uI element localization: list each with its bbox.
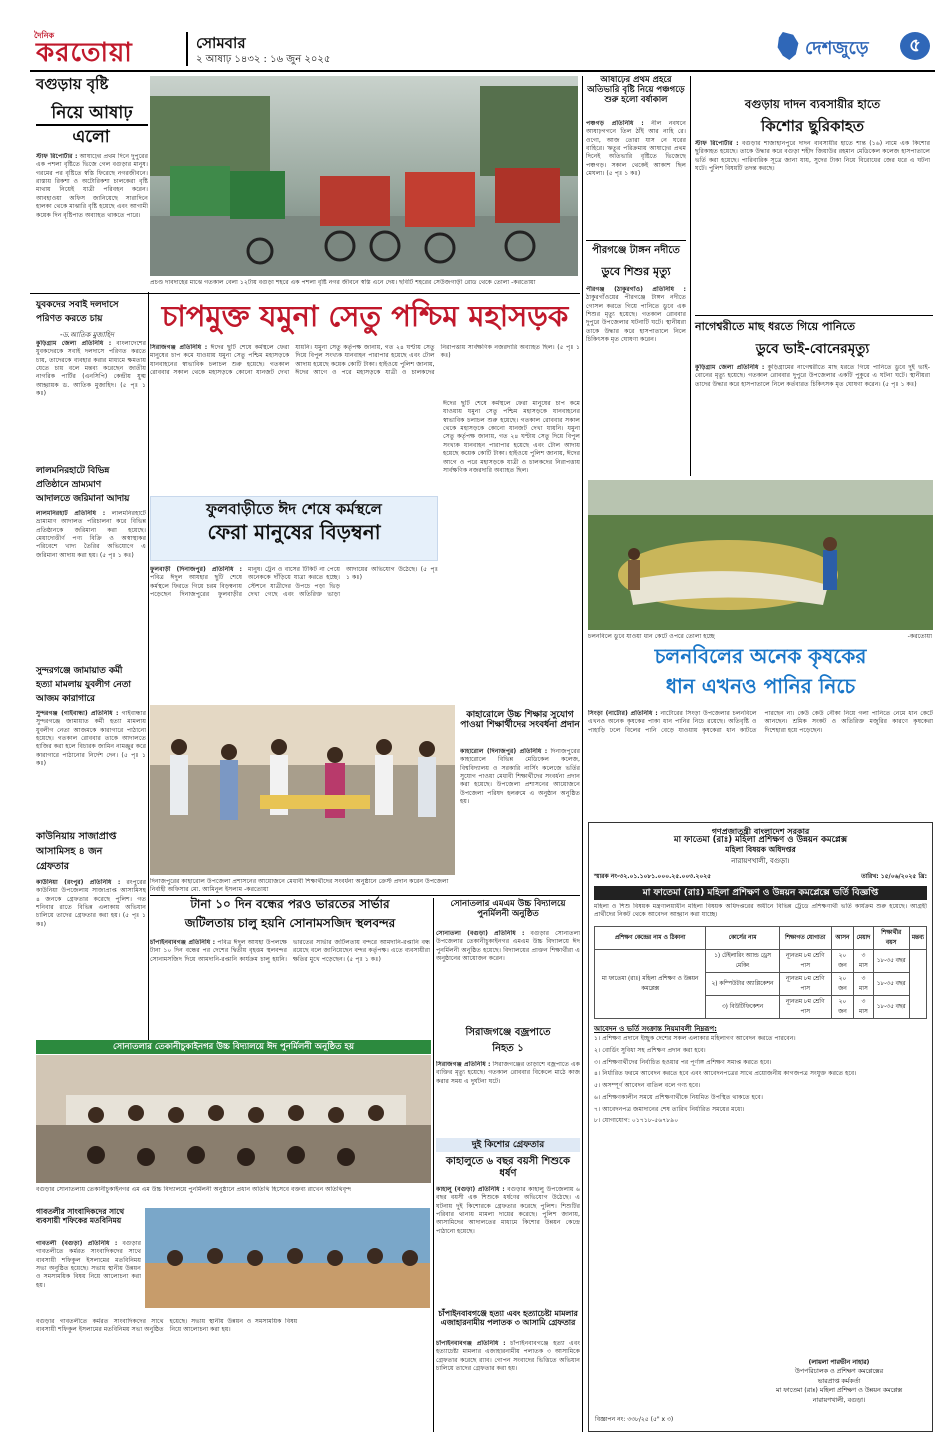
kaunia-headline-2: আসামিসহ ৪ জন xyxy=(36,846,103,857)
notice-td: ১) টেইলারিং অ্যান্ড ড্রেস মেকিং xyxy=(706,949,780,972)
nageshwari-text: কুড়িগ্রামের নাগেশ্বরীতে মাছ ধরতে গিয়ে পানিতে ডুবে দুই ভাই-বোনের মৃত্যু হয়েছে। গতকাল রোববার দুপুরে উপজেলার একটি পুকুরে এ ঘটনা ঘটে। স্থানীয়রা তাদের উদ্ধার করে হাসপাতালে নিলে কর্তব্যরত চিকিৎসক মৃত ঘোষণা করেন। xyxy=(695,364,930,388)
masthead-rule xyxy=(30,70,935,72)
kishor-body xyxy=(695,140,930,310)
phulbari-byline: ফুলবাড়ী (দিনাজপুর) প্রতিনিধি : xyxy=(150,566,242,573)
notice-table-header xyxy=(595,926,927,949)
sundarganj-headline-1: সুন্দরগঞ্জে জামায়াত কর্মী xyxy=(36,666,123,676)
rain-byline: স্টাফ রিপোর্টার : xyxy=(36,153,78,160)
kaunia-headline-3: গ্রেফতার xyxy=(36,861,70,872)
kaharol-headline: কাহারোলে উচ্চ শিক্ষার সুযোগ পাওয়া শিক্ষার্থীদের সংবর্ধনা প্রদান xyxy=(460,710,580,731)
notice-rules xyxy=(594,1033,927,1333)
logo-prefix: দৈনিক xyxy=(34,31,55,40)
notice-td: ন্যূনতম ৮ম শ্রেণি পাস xyxy=(779,949,831,972)
youth-headline-1: যুবকদের সবাই দলদাসে xyxy=(36,300,119,310)
issue-date: ২ আষাঢ় ১৪৩২ : ১৬ জুন ২০২৫ xyxy=(196,54,331,65)
notice-table xyxy=(594,926,927,1019)
bangladesh-map-icon xyxy=(775,32,801,60)
notice-td: ন্যূনতম ৮ম শ্রেণি পাস xyxy=(779,995,831,1018)
notice-signature xyxy=(754,1358,924,1405)
notice-memo: স্মারক নং-৩২.০১.১০৮১.০০০.২৫.০০৩.২০২৫ xyxy=(594,872,712,880)
youth-sub: -ড.আতিক মুজাহিদ xyxy=(60,331,114,339)
rain-photo xyxy=(150,76,578,276)
column-rule-left xyxy=(148,292,149,1040)
thunder-headline-2: নিহত ১ xyxy=(492,1043,524,1054)
gabtali-byline: গাবতলী (বগুড়া) প্রতিনিধি : xyxy=(36,1240,118,1247)
kahalu-kicker-box xyxy=(436,1138,580,1152)
kahalu-kicker: দুই কিশোর গ্রেফতার xyxy=(471,1140,545,1150)
notice-memo-date: তারিখ: ১৫/০৬/২০২৫ খ্রি: xyxy=(861,872,927,880)
jamuna-byline: সিরাজগঞ্জ প্রতিনিধি : xyxy=(150,344,208,351)
youth-byline: কুড়িগ্রাম জেলা প্রতিনিধি : xyxy=(36,340,112,347)
nageshwari-headline-2: ডুবে ভাই-বোনেরমৃত্যু xyxy=(755,341,870,357)
notice-td xyxy=(909,949,926,1018)
sonatala-photo xyxy=(36,1055,431,1183)
notice-td: ২০ জন xyxy=(831,995,854,1018)
rain-body xyxy=(36,153,148,278)
jamuna-text: ঈদের ছুটি শেষে কর্মস্থলে ফেরা মানুষের চাপ কমে যাওয়ায় যমুনা সেতু পশ্চিম মহাসড়কে যানবাহনের স্বাভাবিক চলাচল শুরু হয়েছে। গতকাল রোববার সকাল থেকে মহাসড়কে কোনো যানজট দেখা যায়নি। যমুনা সেতু কর্তৃপক্ষ জানায়, গত ২৪ ঘণ্টায় সেতু দিয়ে বিপুল সংখ্যক যানবাহন পারাপার হয়েছে এবং টোল আদায় হয়েছে কয়েক কোটি টাকা। হাইওয়ে পুলিশ জানায়, ঈদের আগে ও পরে মহাসড়কে যাত্রী ও চালকদের নিরাপত্তায় সার্বক্ষণিক নজরদারি অব্যাহত ছিল। xyxy=(150,344,555,377)
notice-th: মন্তব্য xyxy=(909,926,926,949)
sonatala-body xyxy=(436,930,580,1022)
notice-th: প্রশিক্ষণ কেন্দ্রের নাম ও ঠিকানা xyxy=(595,926,706,949)
notice-th: মেয়াদ xyxy=(854,926,873,949)
ashar-byline: পঞ্চগড় প্রতিনিধি : xyxy=(586,120,644,127)
sonatala-byline: সোনাতলা (বগুড়া) প্রতিনিধি : xyxy=(436,930,525,937)
notice-th: কোর্সের নাম xyxy=(706,926,780,949)
pirganj-headline-1: পীরগঞ্জে টাঙ্গন নদীতে xyxy=(592,245,680,256)
lalmonirhat-byline: লালমনিরহাট প্রতিনিধি : xyxy=(36,510,106,517)
notice-rule: ৫। অসম্পূর্ণ আবেদন বাতিল বলে গণ্য হবে। xyxy=(594,1082,701,1090)
notice-line-1: গণপ্রজাতন্ত্রী বাংলাদেশ সরকার xyxy=(711,827,810,836)
sundarganj-jump: (৫ পৃঃ ১ কঃ) xyxy=(36,751,146,768)
sundarganj-body xyxy=(36,710,146,825)
youth-headline-2: পরিণত করতে চায় xyxy=(36,314,103,324)
ashar-body xyxy=(586,120,686,238)
kishor-text: বগুড়ার শাজাহানপুরে দাদন ব্যবসায়ীর হাতে শান্ত (১৬) নামে এক কিশোর ছুরিকাহত হয়েছে। তাকে উদ্ধার করে বগুড়া শহীদ জিয়াউর রহমান মেডিকেল কলেজ হাসপাতালে ভর্তি করা হয়েছে। পারিবারিক সূত্রে জানা যায়, সুদের টাকা নিয়ে বিরোধের জের ধরে এ ঘটনা ঘটে। পুলিশ বিষয়টি তদন্ত করছে। xyxy=(695,140,930,173)
chalan-text: নাটোরের সিংড়া উপজেলার চলনবিলে এখনও অনেক কৃষকের পাকা ধান পানির নিচে রয়েছে। অতিবৃষ্টি ও পাহাড়ি ঢলে বিলের পানি বেড়ে যাওয়ায় কৃষকেরা ধান কাটতে পারছেন না। কেউ কেউ নৌকা নিয়ে গলা পানিতে নেমে ধান কেটে আনছেন। শ্রমিক সংকট ও অতিরিক্ত মজুরির কারণে কৃষকেরা দিশেহারা হয়ে পড়েছেন। xyxy=(588,710,933,734)
gabtali-photo xyxy=(145,1208,430,1308)
lalmonirhat-headline-1: লালমনিরহাটে বিভিন্ন xyxy=(36,466,110,476)
lalmonirhat-headline-3: আদালতে জরিমানা আদায় xyxy=(36,494,130,504)
rain-caption: প্রচণ্ড দাবদাহের মাঝে গতকাল বেলা ১২টায় বগুড়া শহরে এক পশলা বৃষ্টি নগর জীবনে স্বস্তি এনে দেয়। ছবিটি শহরের সেউজগাড়ী রোড থেকে তোলা -করতোয়া xyxy=(150,279,536,286)
sonatala-headline: সোনাতলার এমএম উচ্চ বিদ্যালয়ে পুনর্মিলনী অনুষ্ঠিত xyxy=(450,899,566,919)
newspaper-logo xyxy=(34,30,184,68)
notice-td: ২) কম্পিউটার অ্যাপ্লিকেশন xyxy=(706,972,780,995)
notice-th: শিক্ষাগত যোগ্যতা xyxy=(779,926,831,949)
sonatala-banner: সোনাতলার তেকানীচুকাইনগর উচ্চ বিদ্যালয়ে ঈদ পুনর্মিলনী অনুষ্ঠিত হয় xyxy=(36,1040,431,1054)
notice-line-4: নারায়ণখালী, বগুড়া। xyxy=(731,856,790,865)
notice-rule: ৩। প্রশিক্ষণার্থীদের নির্বাচিত হওয়ার পর পূর্ণাঙ্গ প্রশিক্ষণ সমাপ্ত করতে হবে। xyxy=(594,1058,772,1066)
lalmonirhat-body xyxy=(36,510,146,660)
rain-text: আষাঢ়ের প্রথম দিনে দুপুরের এক পশলা বৃষ্টিতে ভিজে গেল বগুড়ার মানুষ। গরমের পর বৃষ্টিতে স্বস্তি ফিরেছে নগরজীবনে। রাস্তায় রিকশা ও অটোরিকশা চালকেরা বৃষ্টি মাথায় নিয়েই যাত্রী পরিবহন করেন। আবহাওয়া অফিস জানিয়েছে সারাদিনে হালকা থেকে মাঝারি বৃষ্টি হয়েছে এবং আগামী কয়েক দিন বৃষ্টিপাত অব্যাহত থাকতে পারে। xyxy=(36,153,148,219)
phulbari-jump: (৫ পৃঃ ১ কঃ) xyxy=(346,566,438,582)
youth-jump: (৫ পৃঃ ১ কঃ) xyxy=(36,381,146,398)
sonatala-caption: বগুড়ার সোনাতলায় তেকানীচুকাইনগর এম এম উচ্চ বিদ্যালয়ে পুনর্মিলনী অনুষ্ঠানে প্রধান অতিথি হিসেবে বক্তব্য রাখেন অতিথিবৃন্দ xyxy=(36,1186,352,1193)
rule-tana xyxy=(150,895,580,896)
jamuna-jump: (৫ পৃঃ ১ কঃ) xyxy=(440,344,580,360)
pirganj-text: ঠাকুরগাঁওয়ের পীরগঞ্জে টাঙ্গন নদীতে গোসল করতে গিয়ে পানিতে ডুবে এক শিশুর মৃত্যু হয়েছে। গতকাল রোববার দুপুরে উপজেলার ঘটনাটি ঘটে। স্থানীয়রা তাকে উদ্ধার করে হাসপাতালে নিলে চিকিৎসক মৃত ঘোষণা করেন। xyxy=(586,294,686,344)
kaharol-body xyxy=(460,748,580,894)
chalan-headline-2: ধান এখনও পানির নিচে xyxy=(665,674,856,698)
kishor-byline: স্টাফ রিপোর্টার : xyxy=(695,140,739,147)
notice-signature-name: (লায়লা পারভীন নাহার) xyxy=(808,1358,870,1366)
notice-td: ৩ মাস xyxy=(854,949,873,972)
govt-notice xyxy=(588,822,933,1432)
chapai-byline: চাঁপাইনবাবগঞ্জ প্রতিনিধি : xyxy=(436,1340,506,1347)
thunder-byline: সিরাজগঞ্জ প্রতিনিধি : xyxy=(436,1061,491,1068)
kahalu-byline: কাহালু (বগুড়া) প্রতিনিধি : xyxy=(436,1186,505,1193)
nageshwari-headline-1: নাগেশ্বরীতে মাছ ধরতে গিয়ে পানিতে xyxy=(695,320,856,333)
notice-rule: ৪। নির্ধারিত ফরমে আবেদন করতে হবে এবং আবেদনপত্রের সাথে প্রয়োজনীয় কাগজপত্র সংযুক্ত করতে হবে। xyxy=(594,1070,857,1078)
gabtali-text-continued: বগুড়ার গাবতলীতে কর্মরত সাংবাদিকদের সাথে ব্যবসায়ী শফিকুল ইসলামের মতবিনিময় সভা অনুষ্ঠিত হয়েছে। সভায় স্থানীয় উন্নয়ন ও সমসাময়িক বিষয় নিয়ে আলোচনা করা হয়। xyxy=(36,1318,298,1334)
kaharol-byline: কাহারোল (দিনাজপুর) প্রতিনিধি : xyxy=(460,748,548,755)
notice-rule: ২। বোর্ডিং সুবিধা সহ প্রশিক্ষণ প্রদান করা হবে। xyxy=(594,1046,706,1054)
youth-body xyxy=(36,340,146,460)
phulbari-headline-2: ফেরা মানুষের বিড়ম্বনা xyxy=(207,520,381,545)
rule-ashar xyxy=(586,240,686,241)
kaunia-jump: (৫ পৃঃ ১ কঃ) xyxy=(36,912,146,928)
notice-td: ১৮-৩৫ বছর xyxy=(873,972,909,995)
notice-line-3: মহিলা বিষয়ক অধিদপ্তর xyxy=(725,844,796,854)
ashar-jump: (৫ পৃঃ ১ কঃ) xyxy=(606,170,641,178)
notice-rule: ৭। আবেদনপত্র জমাদানের শেষ তারিখ নির্ধারিত সময়ের মধ্যে। xyxy=(594,1105,745,1113)
tana-text: পবিত্র ঈদুল আযহা উপলক্ষে টানা ১০ দিন বন্ধের পর দেশের দ্বিতীয় বৃহত্তম স্থলবন্দর সোনামসজিদ দিয়ে আমদানি-রপ্তানি কার্যক্রম চালু হয়নি। ভারতের সার্ভার জটিলতায় বন্দরে আমদানি-রপ্তানি বন্ধ রয়েছে বলে জানিয়েছেন বন্দর কর্তৃপক্ষ। এতে ব্যবসায়ীরা ক্ষতির মুখে পড়েছেন। xyxy=(150,939,430,963)
notice-line-2: মা ফাতেমা (রাঃ) মহিলা প্রশিক্ষণ ও উন্নয়ন কমপ্লেক্স xyxy=(673,835,848,846)
sonatala-text: বগুড়ার সোনাতলা উপজেলার তেকানীচুকাইনগর এমএম উচ্চ বিদ্যালয়ে ঈদ পুনর্মিলনী অনুষ্ঠিত হয়েছে। বিদ্যালয়ের প্রাক্তন শিক্ষার্থীরা এ অনুষ্ঠানের আয়োজন করেন। xyxy=(436,930,580,963)
gabtali-text: বগুড়ার গাবতলীতে কর্মরত সাংবাদিকদের সাথে ব্যবসায়ী শফিকুল ইসলামের মতবিনিময় সভা অনুষ্ঠিত হয়েছে। সভায় স্থানীয় উন্নয়ন ও সমসাময়িক বিষয় নিয়ে আলোচনা করা হয়। xyxy=(36,1240,141,1289)
pirganj-byline: পীরগঞ্জ (ঠাকুরগাঁও) প্রতিনিধি : xyxy=(586,286,686,293)
ashar-headline: আষাঢ়ের প্রথম প্রহরে অতিভারি বৃষ্টি নিয়ে পঞ্চগড়ে শুরু হলো বর্ষাকাল xyxy=(587,75,685,105)
phulbari-headline-box xyxy=(150,496,438,561)
gabtali-headline: গাবতলীর সাংবাদিকদের সাথে ব্যবসায়ী শফিকের মতবিনিময় xyxy=(36,1207,125,1225)
tana-jump: (৫ পৃঃ ১ কঃ) xyxy=(346,955,381,963)
chalan-headline-1: চলনবিলের অনেক কৃষকের xyxy=(654,644,867,668)
notice-td: ২০ জন xyxy=(831,949,854,972)
tana-headline-2: জটিলতায় চালু হয়নি সোনামসজিদ স্থলবন্দর xyxy=(184,916,396,930)
notice-rule: ৬। প্রশিক্ষণকালীন সময়ে প্রশিক্ষণার্থীকে নিয়মিত উপস্থিত থাকতে হবে। xyxy=(594,1093,763,1101)
chapai-headline: চাঁপাইনবাবগঞ্জে হত্যা এবং হত্যাচেষ্টা মামলার এজাহারনামীয় পলাতক ৩ আসামি গ্রেফতার xyxy=(438,1309,578,1327)
tana-headline-1: টানা ১০ দিন বন্ধের পরও ভারতের সার্ভার xyxy=(190,897,390,911)
notice-th: শিক্ষার্থীর বয়স xyxy=(873,926,909,949)
lalmonirhat-headline-2: প্রতিষ্ঠানে ভ্রাম্যমাণ xyxy=(36,480,102,490)
notice-signature-role-2: ভারপ্রাপ্ত কর্মকর্তা xyxy=(817,1377,861,1385)
page-number: ৫ xyxy=(900,32,930,60)
jamuna-body-col xyxy=(443,400,580,685)
tana-body xyxy=(150,939,430,1037)
notice-rules-title: আবেদন ও ভর্তি সংক্রান্ত নিয়মাবলী নিম্নরূপ: xyxy=(594,1024,717,1033)
kaharol-credit: -করতোয়া xyxy=(244,886,269,894)
kahalu-headline: কাহালুতে ৬ বছর বয়সী শিশুকে ধর্ষণ xyxy=(446,1156,570,1179)
chalan-credit: -করতোয়া xyxy=(907,633,932,640)
table-row xyxy=(595,949,927,972)
jamuna-headline: চাপমুক্ত যমুনা সেতু পশ্চিম মহাসড়ক xyxy=(161,299,569,333)
notice-title: মা ফাতেমা (রাঃ) মহিলা প্রশিক্ষণ ও উন্নয়ন কমপ্লেক্সে ভর্তি বিজ্ঞপ্তি xyxy=(594,886,927,900)
notice-rule: ৮। যোগাযোগ: ০১৭১৮-৫৬৭৮৯০ xyxy=(594,1117,679,1125)
kishor-headline-1: বগুড়ায় দাদন ব্যবসায়ীর হাতে xyxy=(744,97,881,111)
chapai-body xyxy=(436,1340,580,1432)
gabtali-body-continued xyxy=(36,1318,431,1432)
youth-text: বাংলাদেশের যুবকদেরকে সবাই দলদাসে পরিণত করতে চায়, তাদেরকে ব্যবহার করার মাধ্যমে ক্ষমতায় যেতে চায় বলে মন্তব্য করেছেন জাতীয় নাগরিক পার্টির (এনসিপি) কেন্দ্রীয় যুগ্ম আহ্বায়ক ড. আতিক মুজাহিদ। xyxy=(36,340,146,389)
sundarganj-text: গাইবান্ধার সুন্দরগঞ্জে জামায়াত কর্মী হত্যা মামলায় যুবলীগ নেতা আজমকে কারাগারে পাঠানো হয়েছে। গতকাল রোববার তাকে আদালতে হাজির করা হলে বিচারক জামিন নামঞ্জুর করে কারাগারে পাঠানোর নির্দেশ দেন। xyxy=(36,710,146,759)
kaunia-body xyxy=(36,879,146,957)
kahalu-text: বগুড়ার কাহালু উপজেলায় ৬ বছর বয়সী এক শিশুকে ধর্ষণের অভিযোগ উঠেছে। এ ঘটনায় দুই কিশোরকে গ্রেফতার করেছে পুলিশ। শিশুটির পরিবার থানায় মামলা দায়ের করেছে। পুলিশ জানায়, আসামিদের আদালতের মাধ্যমে কিশোর উন্নয়ন কেন্দ্রে পাঠানো হয়েছে। xyxy=(436,1186,580,1235)
rule-row2 xyxy=(30,293,580,294)
notice-intro: মহিলা ও শিশু বিষয়ক মন্ত্রণালয়াধীন মহিলা বিষয়ক অধিদপ্তরের অধীনে বিভিন্ন ট্রেডে প্রশিক্ষণার্থী ভর্তি কার্যক্রম শুরু হয়েছে। আগ্রহী প্রার্থীদের নিকট থেকে আবেদন আহ্বান করা যাচ্ছে। xyxy=(594,902,927,919)
notice-td: ন্যূনতম ৮ম শ্রেণি পাস xyxy=(779,972,831,995)
rain-headline-2: নিয়ে আষাঢ় xyxy=(36,104,148,126)
chalan-photo xyxy=(588,480,933,630)
tana-byline: চাঁপাইনবাবগঞ্জ প্রতিনিধি : xyxy=(150,939,216,946)
notice-place: নারায়ণখালী, বগুড়া। xyxy=(812,1396,866,1404)
notice-td: ৩ মাস xyxy=(854,995,873,1018)
sundarganj-headline-2: হত্যা মামলায় যুবলীগ নেতা xyxy=(36,680,131,690)
chapai-text: চাঁপাইনবাবগঞ্জে হত্যা এবং হত্যাচেষ্টা মামলার এজাহারনামীয় পলাতক ৩ আসামিকে গ্রেফতার করেছে র‍্যাব। গোপন সংবাদের ভিত্তিতে অভিযান চালিয়ে তাদের গ্রেফতার করা হয়। xyxy=(436,1340,580,1373)
kaharol-caption-text: দিনাজপুরের কাহারোল উপজেলা প্রশাসনের আয়োজনে মেধাবী শিক্ষার্থীদের সংবর্ধনা অনুষ্ঠানে ক্রেস্ট প্রদান করেন উপজেলা নির্বাহী অফিসার মো. আমিনুল ইসলাম xyxy=(150,878,449,894)
notice-rule: ১। প্রশিক্ষণ প্রদানে ইচ্ছুক দেশের সকল এলাকার মহিলাগণ আবেদন করতে পারবেন। xyxy=(594,1034,796,1042)
thunder-headline-1: সিরাজগঞ্জে বজ্রপাতে xyxy=(465,1027,551,1038)
notice-th: আসন xyxy=(831,926,854,949)
phulbari-text: পবিত্র ঈদুল আযহার ছুটি শেষে কর্মস্থলে ফিরতে গিয়ে চরম বিড়ম্বনায় পড়েছেন দিনাজপুরের ফুলবাড়ীর মানুষ। ট্রেন ও বাসের টিকিট না পেয়ে অনেককে দাঁড়িয়ে যাত্রা করতে হচ্ছে। স্টেশনে যাত্রীদের উপচে পড়া ভিড় দেখা গেছে এবং অতিরিক্ত ভাড়া আদায়ের অভিযোগ উঠেছে। xyxy=(150,566,418,599)
jamuna-text-continued: ঈদের ছুটি শেষে কর্মস্থলে ফেরা মানুষের চাপ কমে যাওয়ায় যমুনা সেতু পশ্চিম মহাসড়কে যানবাহনের স্বাভাবিক চলাচল শুরু হয়েছে। গতকাল রোববার সকাল থেকে মহাসড়কে কোনো যানজট দেখা যায়নি। যমুনা সেতু কর্তৃপক্ষ জানায়, গত ২৪ ঘণ্টায় সেতু দিয়ে বিপুল সংখ্যক যানবাহন পারাপার হয়েছে এবং টোল আদায় হয়েছে কয়েক কোটি টাকা। হাইওয়ে পুলিশ জানায়, ঈদের আগে ও পরে মহাসড়কে যাত্রী ও চালকদের নিরাপত্তায় সার্বক্ষণিক নজরদারি অব্যাহত ছিল। xyxy=(443,400,580,474)
logo-name: করতোয়া xyxy=(36,38,133,68)
issue-day: সোমবার xyxy=(196,34,246,52)
kaharol-text: দিনাজপুরের কাহারোলে বিভিন্ন মেডিকেল কলেজ, বিশ্ববিদ্যালয় ও সরকারি নার্সিং কলেজে ভর্তির সুযোগ পাওয়া মেধাবী শিক্ষার্থীদের সংবর্ধনা প্রদান করা হয়েছে। উপজেলা প্রশাসনের আয়োজনে উপজেলা পরিষদ হলরুমে এ অনুষ্ঠান অনুষ্ঠিত হয়। xyxy=(460,748,580,806)
notice-td: ৩) বিউটিফিকেশন xyxy=(706,995,780,1018)
column-rule-main xyxy=(582,76,583,1432)
pirganj-body xyxy=(586,286,686,370)
kaharol-photo xyxy=(150,705,455,875)
kishor-headline-2: কিশোর ছুরিকাহত xyxy=(760,117,865,135)
kaunia-byline: কাউনিয়া (রংপুর) প্রতিনিধি : xyxy=(36,879,121,886)
section-header xyxy=(775,30,933,62)
notice-ad-ref: বিজ্ঞাপন নং: ৩৩৮/২৫ (৫" x ৩) xyxy=(595,1416,674,1423)
kahalu-body xyxy=(436,1186,580,1306)
phulbari-body xyxy=(150,566,438,686)
chalan-caption: চলনবিলে ডুবে যাওয়া ধান কেটে ওপরে তোলা হচ্ছে xyxy=(588,633,715,640)
masthead-divider xyxy=(186,32,188,66)
lalmonirhat-jump: (৫ পৃঃ ১ কঃ) xyxy=(99,551,134,559)
rule-kishor xyxy=(695,315,933,316)
notice-sign-off: মা ফাতেমা (রাঃ) মহিলা প্রশিক্ষণ ও উন্নয়ন কমপ্লেক্স xyxy=(775,1387,903,1395)
section-title: দেশজুড়ে xyxy=(805,38,869,59)
notice-td: ৩ মাস xyxy=(854,972,873,995)
rain-headline-1: বগুড়ায় বৃষ্টি xyxy=(36,75,109,93)
notice-td: ১৮-৩৫ বছর xyxy=(873,949,909,972)
thunder-body xyxy=(436,1061,580,1135)
jamuna-body xyxy=(150,344,580,392)
rain-headline-3: এলো xyxy=(72,127,110,147)
chalan-byline: সিংড়া (নাটোর) প্রতিনিধি : xyxy=(588,710,658,717)
sundarganj-headline-3: আজম কারাগারে xyxy=(36,694,95,704)
nageshwari-byline: কুড়িগ্রাম জেলা প্রতিনিধি : xyxy=(695,364,765,371)
notice-td: ১৮-৩৫ বছর xyxy=(873,995,909,1018)
nageshwari-body xyxy=(695,364,930,472)
kaunia-text: রংপুরের কাউনিয়া উপজেলায় সাজাপ্রাপ্ত আসামিসহ ৪ জনকে গ্রেফতার করেছে পুলিশ। গত শনিবার রাতে বিভিন্ন এলাকায় অভিযান চালিয়ে তাদের গ্রেফতার করা হয়। xyxy=(36,879,146,920)
kaharol-caption xyxy=(150,878,455,894)
notice-td: ২০ জন xyxy=(831,972,854,995)
nageshwari-jump: (৫ পৃঃ ১ কঃ) xyxy=(882,380,917,388)
kaunia-headline-1: কাউনিয়ায় সাজাপ্রাপ্ত xyxy=(36,831,117,842)
column-rule-right xyxy=(690,76,691,476)
thunder-text: সিরাজগঞ্জের তাড়াশে বজ্রপাতে এক ব্যক্তির মৃত্যু হয়েছে। গতকাল রোববার বিকেলে মাঠে কাজ করার সময় এ দুর্ঘটনা ঘটে। xyxy=(436,1061,580,1085)
notice-signature-role-1: উপপরিচালক ও প্রশিক্ষণ কমপ্লেক্সের xyxy=(794,1368,884,1376)
chalan-body xyxy=(588,710,933,815)
column-rule-mid xyxy=(433,898,434,1432)
ashar-text: নীল নবঘনে আষাঢ়গগনে তিল ঠাঁই আর নাহি রে। ওগো, আজ তোরা যাস নে ঘরের বাহিরে। ঋতুর পরিক্রমায় আষাঢ়ের প্রথম দিনেই অতিভারি বৃষ্টিতে ভিজেছে পঞ্চগড়। সকাল থেকেই আকাশ ছিল মেঘলা। xyxy=(586,120,686,178)
pirganj-headline-2: ডুবে শিশুর মৃত্যু xyxy=(601,265,671,278)
lalmonirhat-text: লালমনিরহাটে ভ্রাম্যমাণ আদালত পরিচালনা করে বিভিন্ন প্রতিষ্ঠানকে জরিমানা করা হয়েছে। মেয়াদোত্তীর্ণ পণ্য বিক্রি ও অস্বাস্থ্যকর পরিবেশে খাদ্য তৈরির অভিযোগে এ জরিমানা আদায় করা হয়। xyxy=(36,510,146,559)
phulbari-headline-1: ফুলবাড়ীতে ঈদ শেষে কর্মস্থলে xyxy=(206,500,382,518)
notice-td: মা ফাতেমা (রাঃ) মহিলা প্রশিক্ষণ ও উন্নয়ন কমপ্লেক্স xyxy=(595,949,706,1018)
sundarganj-byline: সুন্দরগঞ্জ (গাইবান্ধা) প্রতিনিধি : xyxy=(36,710,119,717)
gabtali-body xyxy=(36,1240,141,1310)
